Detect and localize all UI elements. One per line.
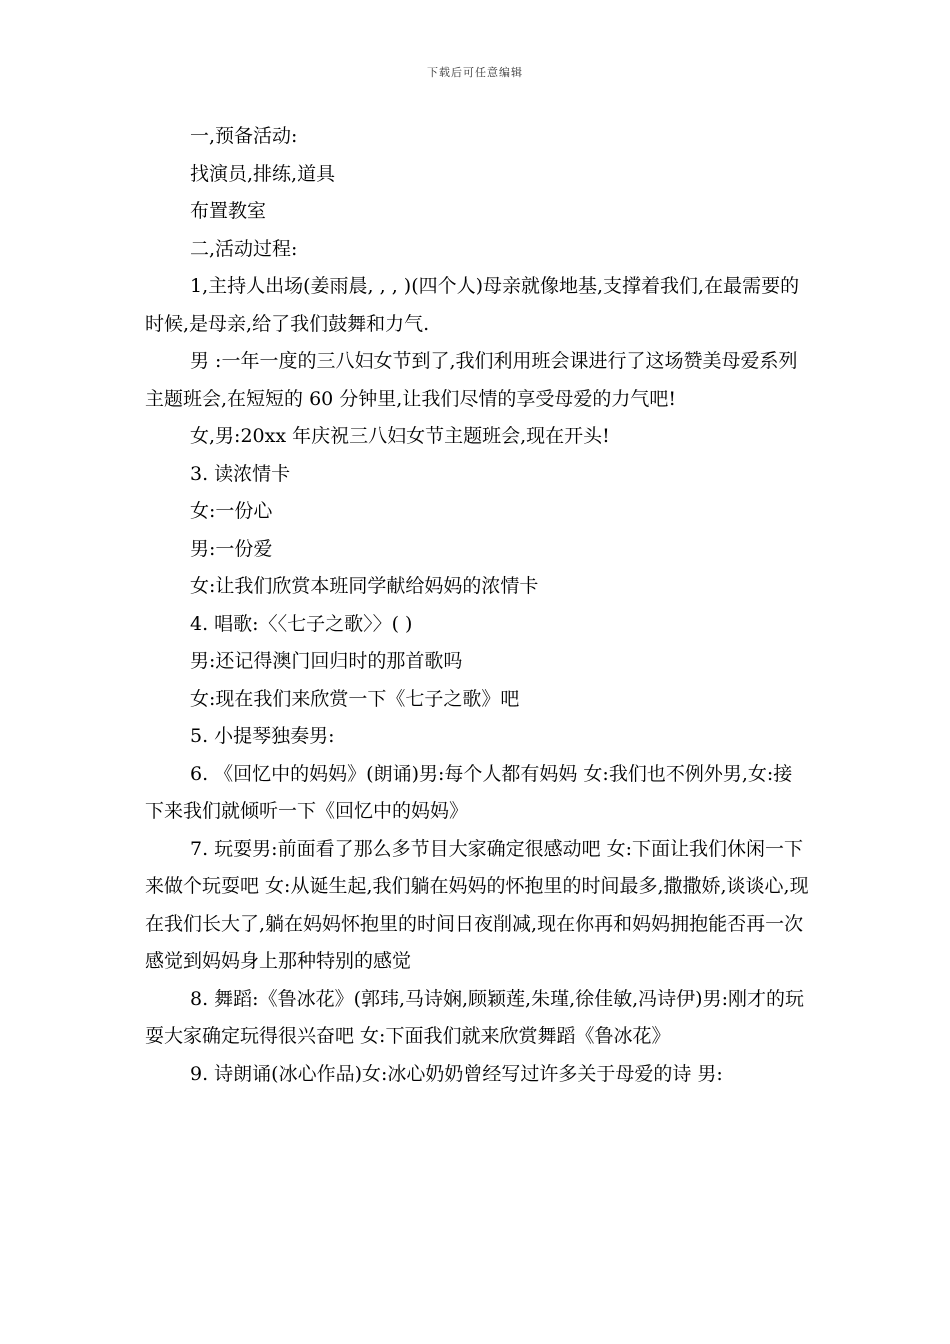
paragraph-preparation-heading: 一,预备活动: [190, 125, 298, 147]
paragraph-male-opening: 男 :一年一度的三八妇女节到了,我们利用班会课进行了这场赞美母爱系列主题班会,在短短的 60 分钟里,让我们尽情的享受母爱的力气吧! [145, 350, 798, 410]
paragraph-dialogue-line: 男:一份爱 [190, 537, 273, 560]
paragraph-preparation-item-actors: 找演员,排练,道具 [190, 162, 336, 185]
paragraph-dialogue-line: 男:还记得澳门回归时的那首歌吗 [190, 650, 463, 672]
document-body [145, 118, 810, 1093]
paragraph-dialogue-line: 女:现在我们来欣赏一下《七子之歌》吧 [190, 687, 520, 710]
paragraph-preparation-item-classroom: 布置教室 [190, 200, 267, 222]
paragraph-dialogue-line: 女:让我们欣赏本班同学献给妈妈的浓情卡 [190, 575, 539, 597]
paragraph-step-7: 7. 玩耍男:前面看了那么多节目大家确定很感动吧 女:下面让我们休闲一下来做个玩耍吧 女:从诞生起,我们躺在妈妈的怀抱里的时间最多,撒撒娇,谈谈心,现在我们长大了,躺在妈妈怀抱里的时间日夜削减,现在你再和妈妈拥抱能否再一次感觉到妈妈身上那种特别的感觉 [145, 837, 809, 972]
page-header: 下载后可任意编辑 [427, 66, 523, 79]
paragraph-step-8: 8. 舞蹈:《鲁冰花》(郭玮,马诗娴,顾颖莲,朱瑾,徐佳敏,冯诗伊)男:刚才的玩耍大家确定玩得很兴奋吧 女:下面我们就来欣赏舞蹈《鲁冰花》 [145, 987, 804, 1047]
paragraph-step-5: 5. 小提琴独奏男: [190, 725, 335, 747]
paragraph-opening-announcement: 女,男:20xx 年庆祝三八妇女节主题班会,现在开头! [190, 425, 610, 447]
paragraph-process-heading: 二,活动过程: [190, 237, 298, 260]
paragraph-step-3: 3. 读浓情卡 [190, 462, 291, 485]
paragraph-step-4: 4. 唱歌:〈〈七子之歌〉〉( ) [190, 612, 413, 635]
paragraph-step-9: 9. 诗朗诵(冰心作品)女:冰心奶奶曾经写过许多关于母爱的诗 男: [190, 1062, 723, 1085]
paragraph-dialogue-line: 女:一份心 [190, 500, 273, 522]
paragraph-step-1: 1,主持人出场(姜雨晨, , , )(四个人)母亲就像地基,支撑着我们,在最需要的时候,是母亲,给了我们鼓舞和力气. [145, 275, 800, 335]
paragraph-step-6: 6. 《回忆中的妈妈》(朗诵)男:每个人都有妈妈 女:我们也不例外男,女:接下来我们就倾听一下《回忆中的妈妈》 [145, 762, 793, 822]
